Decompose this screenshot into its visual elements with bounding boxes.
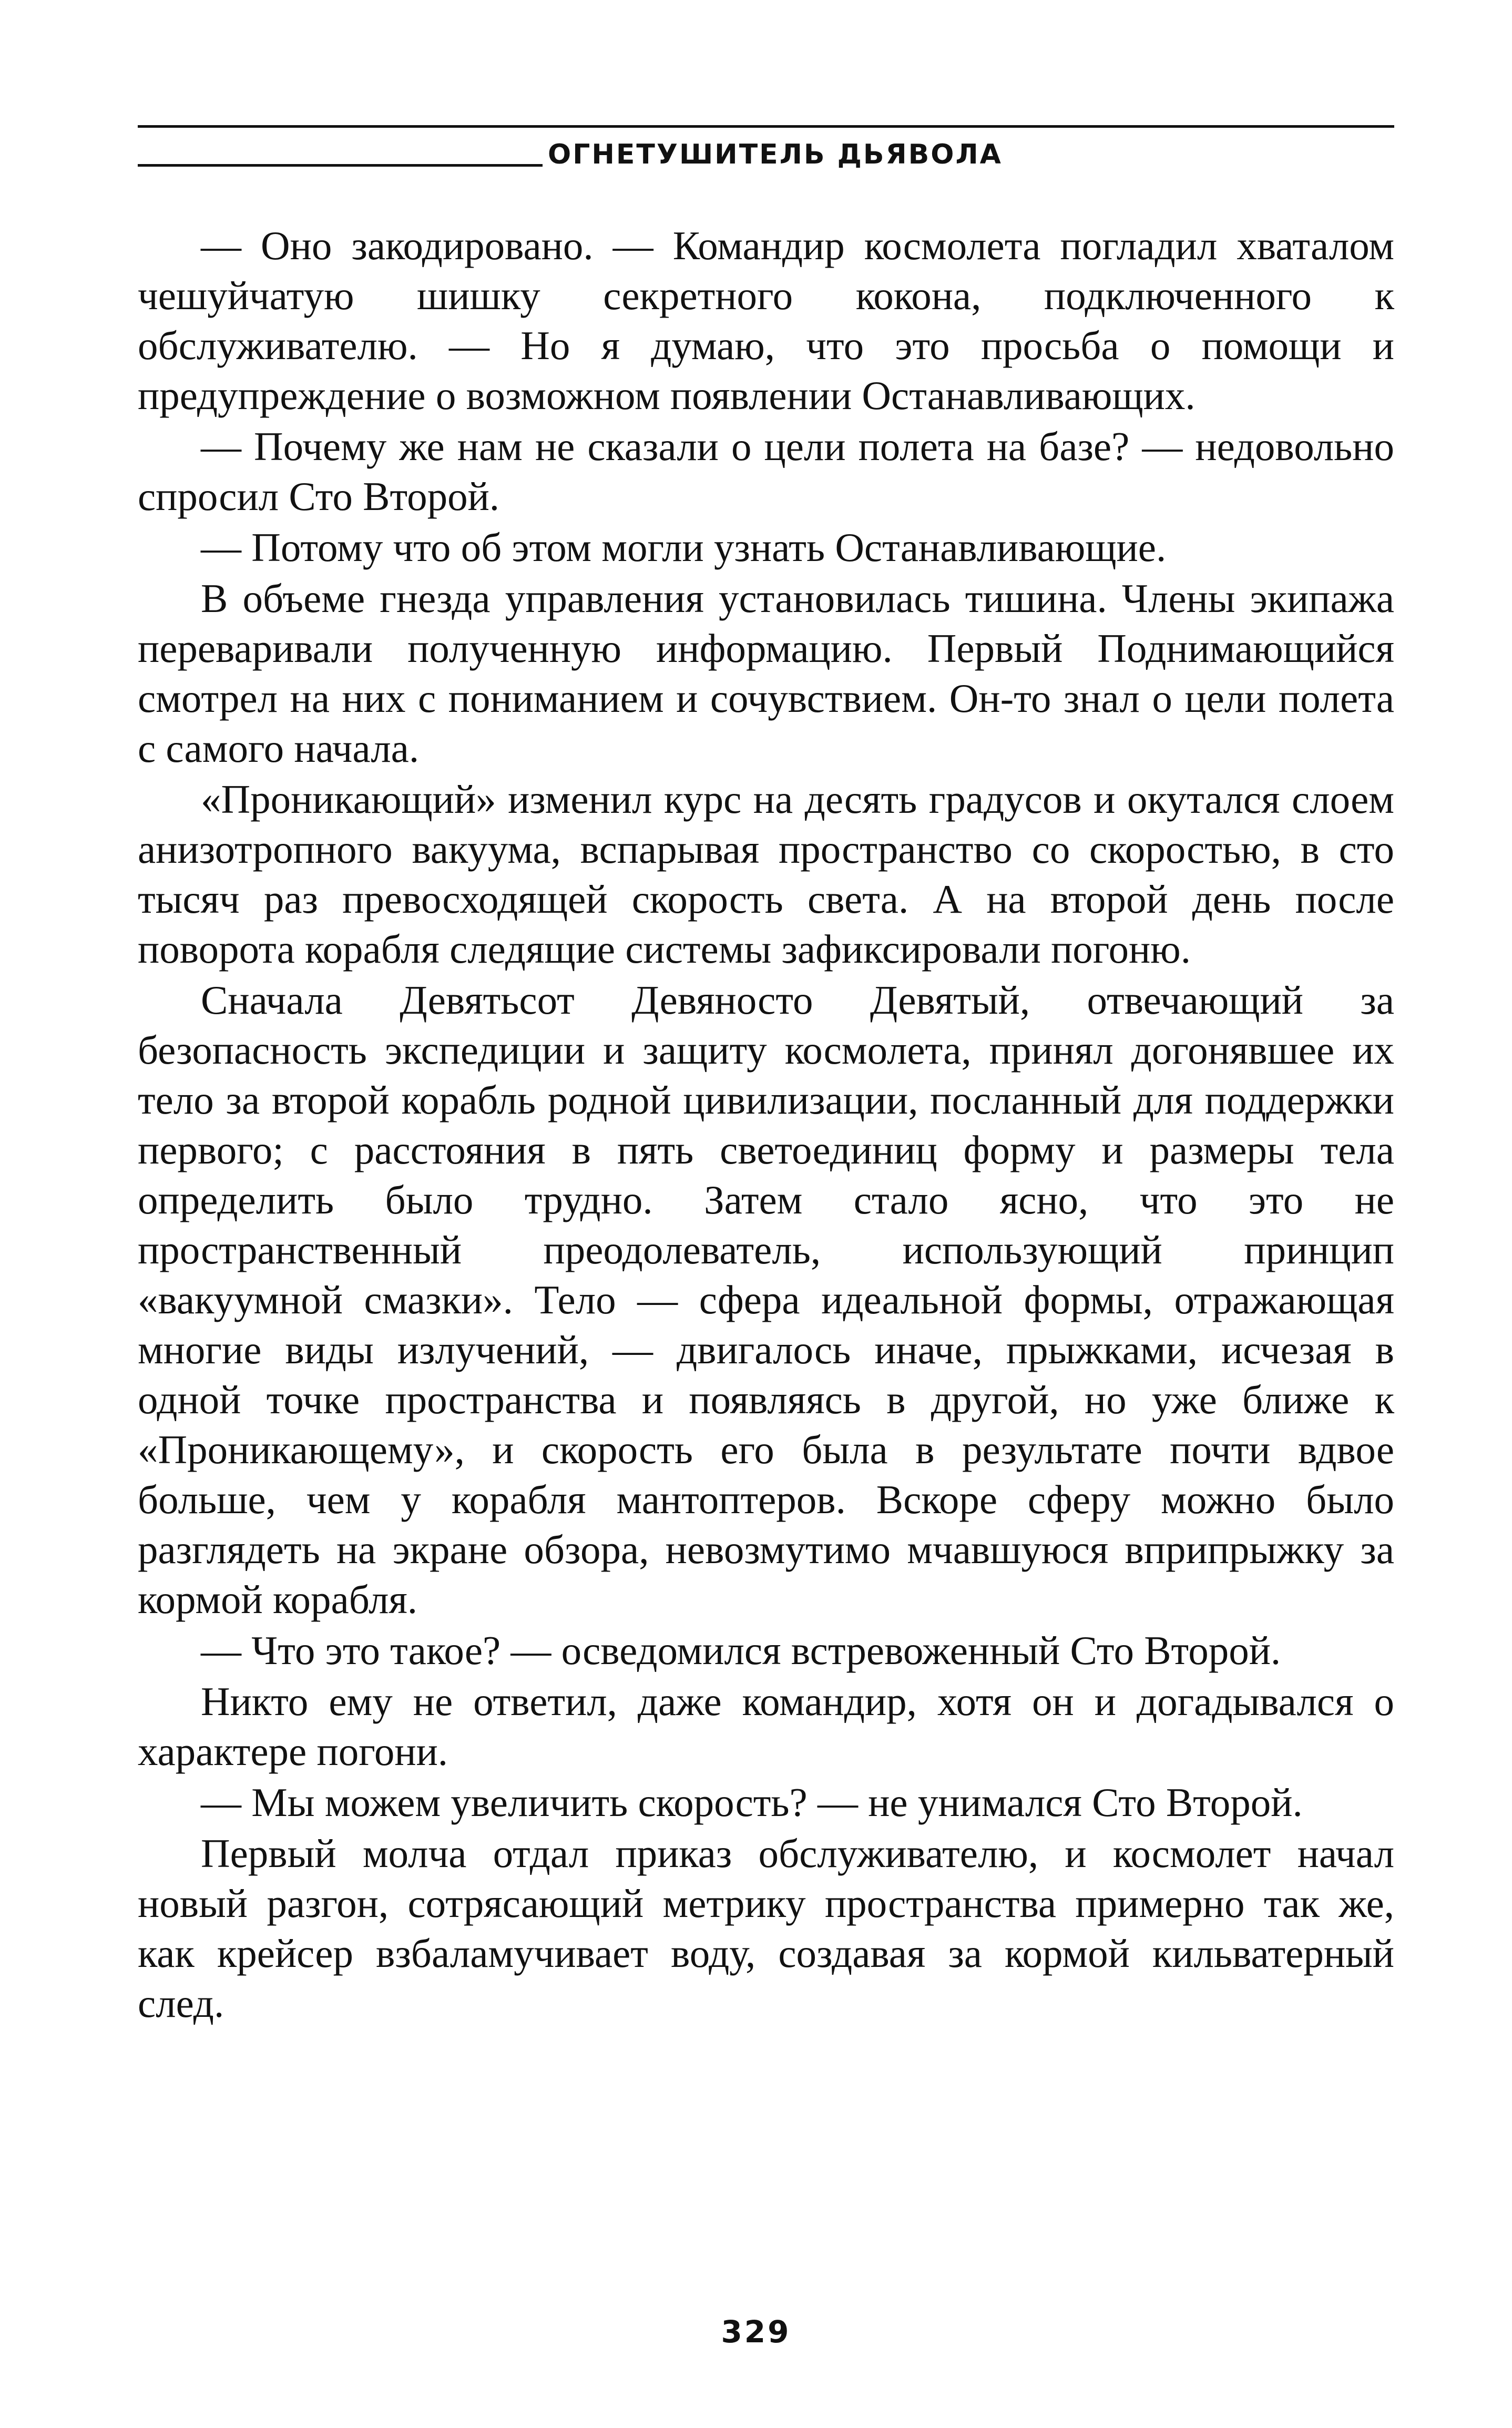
header-left-rule [138, 164, 543, 167]
paragraph-1: — Оно закодировано. — Командир космолета погладил хваталом чешуйчатую шишку секретного кокона, подключенного к обслуживателю. — Но я думаю, что это просьба о помощи и предупреждение о возможном появлении Останавливающих. [138, 223, 1394, 418]
paragraph-7: — Что это такое? — осведомился встревоженный Сто Второй. [201, 1628, 1281, 1673]
paragraph-2: — Почему же нам не сказали о цели полета на базе? — недовольно спросил Сто Второй. [138, 424, 1394, 519]
paragraph-3: — Потому что об этом могли узнать Останавливающие. [201, 525, 1167, 570]
paragraph-5: «Проникающий» изменил курс на десять градусов и окутался слоем анизотропного вакуума, вспарывая пространство со скоростью, в сто тысяч раз превосходящей скорость света. А на второй день после поворота корабля следящие системы зафиксировали погоню. [138, 777, 1394, 972]
header-top-rule [138, 125, 1394, 128]
paragraph-6: Сначала Девятьсот Девяносто Девятый, отвечающий за безопасность экспедиции и защиту космолета, принял догонявшее их тело за второй корабль родной цивилизации, посланный для поддержки первого; с расстояния в пять светоединиц форму и размеры тела определить было трудно. Затем стало ясно, что это не пространственный преодолеватель, использующий принцип «вакуумной смазки». Тело — сфера идеальной формы, отражающая многие виды излучений, — двигалось иначе, прыжками, исчезая в одной точке пространства и появляясь в другой, но уже ближе к «Проникающему», и скорость его была в результате почти вдвое больше, чем у корабля мантоптеров. Вскоре сферу можно было разглядеть на экране обзора, невозмутимо мчавшуюся вприпрыжку за кормой корабля. [138, 977, 1394, 1622]
paragraph-9: — Мы можем увеличить скорость? — не унимался Сто Второй. [201, 1780, 1303, 1825]
paragraph-10: Первый молча отдал приказ обслуживателю, и космолет начал новый разгон, сотрясающий метрику пространства примерно так же, как крейсер взбаламучивает воду, создавая за кормой кильватерный след. [138, 1831, 1394, 2026]
running-title: ОГНЕТУШИТЕЛЬ ДЬЯВОЛА [548, 139, 1003, 170]
page-number: 329 [721, 2314, 791, 2350]
body-text [138, 221, 1394, 2029]
paragraph-8: Никто ему не ответил, даже командир, хотя он и догадывался о характере погони. [138, 1679, 1394, 1774]
paragraph-4: В объеме гнезда управления установилась тишина. Члены экипажа переваривали полученную информацию. Первый Поднимающийся смотрел на них с пониманием и сочувствием. Он-то знал о цели полета с самого начала. [138, 576, 1394, 771]
running-header [138, 121, 1394, 179]
